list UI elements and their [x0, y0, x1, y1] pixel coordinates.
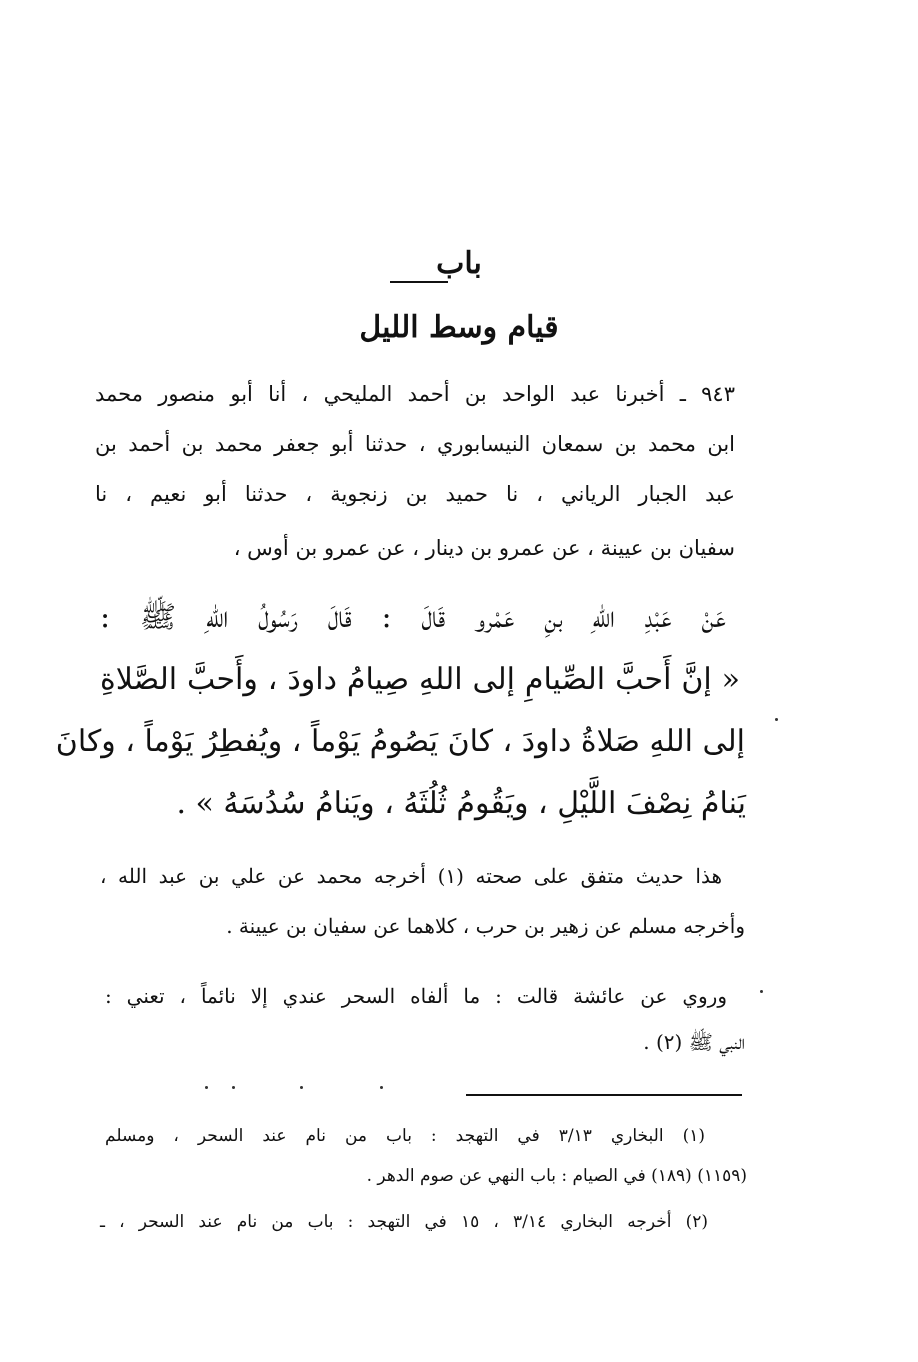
- isnad-line: عبد الجبار الرياني ، نا حميد بن زنجوية ، حدثنا أبو نعيم ، نا: [95, 482, 735, 506]
- commentary-line: وأخرجه مسلم عن زهير بن حرب ، كلاهما عن سفيان بن عيينة .: [226, 914, 745, 938]
- chapter-underline: [390, 281, 448, 283]
- footnote-separator: [466, 1094, 742, 1096]
- isnad-line: سفيان بن عيينة ، عن عمرو بن دينار ، عن عمرو بن أوس ،: [233, 536, 735, 560]
- narration-line: النبي ﷺ (٢) .: [643, 1030, 745, 1054]
- footnote-line: (٢) أخرجه البخاري ٣/١٤ ، ١٥ في التهجد : باب من نام عند السحر ، ـ: [100, 1212, 709, 1232]
- isnad-line: ابن محمد بن سمعان النيسابوري ، حدثنا أبو جعفر محمد بن أحمد بن: [95, 432, 735, 456]
- chapter-heading: باب: [436, 246, 482, 281]
- isnad-line: ٩٤٣ ـ أخبرنا عبد الواحد بن أحمد المليحي ، أنا أبو منصور محمد: [95, 382, 735, 406]
- commentary-line: هذا حديث متفق على صحته (١) أخرجه محمد عن علي بن عبد الله ،: [100, 864, 722, 888]
- scan-speck: [205, 1086, 208, 1089]
- scan-speck: [232, 1086, 235, 1089]
- scan-speck: [380, 1086, 383, 1089]
- footnote-line: (١) البخاري ٣/١٣ في التهجد : باب من نام عند السحر ، ومسلم: [105, 1126, 705, 1146]
- hadith-text-line: يَنامُ نِصْفَ اللَّيْلِ ، ويَقُومُ ثُلُثَهُ ، ويَنامُ سُدُسَهُ » .: [176, 786, 746, 821]
- narration-line: وروي عن عائشة قالت : ما ألفاه السحر عندي إلا نائماً ، تعني :: [105, 984, 727, 1008]
- scan-speck: [775, 718, 778, 721]
- scan-speck: [300, 1086, 303, 1089]
- hadith-text-line: إلى اللهِ صَلاةُ داودَ ، كانَ يَصُومُ يَوْماً ، ويُفطِرُ يَوْماً ، وكانَ: [55, 724, 745, 759]
- hadith-text-line: « إنَّ أَحبَّ الصِّيامِ إلى اللهِ صِيامُ داودَ ، وأَحبَّ الصَّلاةِ: [100, 662, 740, 697]
- hadith-text-line: عَنْ عَبْدِ اللهِ بنِ عَمْرو قَالَ : قَالَ رَسُولُ اللهِ ﷺ :: [100, 600, 726, 635]
- scan-speck: [760, 990, 763, 993]
- section-title: قيام وسط الليل: [359, 310, 559, 345]
- footnote-line: (١١٥٩) (١٨٩) في الصيام : باب النهي عن صوم الدهر .: [366, 1166, 747, 1186]
